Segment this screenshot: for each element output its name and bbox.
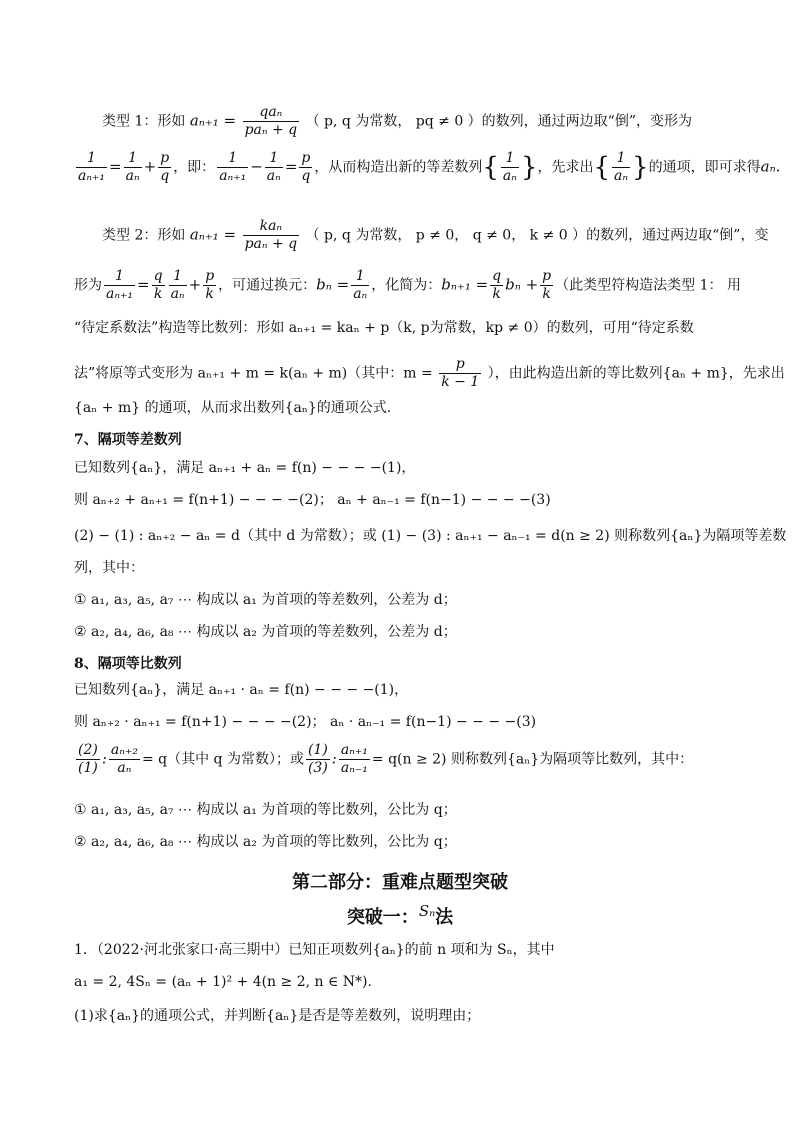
section7-l4: 列，其中： [74, 560, 144, 576]
section7-title: 7、隔项等差数列 [74, 432, 182, 448]
section7-l6: ② a₂, a₄, a₆, a₈ ⋯ 构成以 a₂ 为首项的等差数列，公差为 d； [74, 624, 457, 640]
section8-l2: 则 aₙ₊₂ · aₙ₊₁ = f(n+1) − − − −(2)； aₙ · aₙ₋₁ = f(n−1) − − − −(3) [74, 714, 537, 730]
section8-title: 8、隔项等比数列 [74, 656, 182, 672]
type2-line1: 类型 2：形如 aₙ₊₁ = $\frac{\text{kaₙ}}{\text{paₙ + q}}$ （ p, q 为常数， p ≠ 0， q ≠ 0， k ≠ 0 ）的数列，通过两边取“倒”，变 [102, 218, 769, 252]
type1-line1: 类型 1：形如 aₙ₊₁ = $\frac{\text{qaₙ}}{\text{paₙ + q}}$ （ p, q 为常数， pq ≠ 0 ）的数列，通过两边取“倒”，变形为 [102, 104, 692, 138]
problem1-l1: 1．（2022·河北张家口·高三期中）已知正项数列{aₙ}的前 n 项和为 Sₙ，其中 [74, 942, 555, 958]
section8-l5: ① a₁, a₃, a₅, a₇ ⋯ 构成以 a₁ 为首项的等比数列，公比为 q； [74, 802, 457, 818]
problem1-l2: a₁ = 2, 4Sₙ = (aₙ + 1)² + 4(n ≥ 2, n ∈ N*). [74, 974, 372, 990]
section8-l6: ② a₂, a₄, a₆, a₈ ⋯ 构成以 a₂ 为首项的等比数列，公比为 q； [74, 834, 457, 850]
type2-line3: “待定系数法”构造等比数列：形如 aₙ₊₁ = kaₙ + p（k, p为常数，kp ≠ 0）的数列，可用“待定系数 [74, 320, 694, 336]
section7-l5: ① a₁, a₃, a₅, a₇ ⋯ 构成以 a₁ 为首项的等差数列，公差为 d； [74, 592, 457, 608]
type2-line2: 形为 $\frac{1}{\text{aₙ₊₁}}$ = $\frac{q}{k}$ $\frac{1}{\text{aₙ}}$ + $\frac{p}{k}$ ，可通过换元：bₙ = $\frac{1}{\text{aₙ}}$ ，化简为：bₙ₊₁ = $\frac{q}{k}$ bₙ + $\frac{p}{k}$ （此类型符构造法类型 1： 用 [74, 268, 741, 302]
part2-subtitle: 突破一：$^{S_n}$法 [346, 902, 454, 928]
section8-l1: 已知数列{aₙ}，满足 aₙ₊₁ · aₙ = f(n) − − − −(1)， [74, 682, 409, 698]
type1-line2: $\frac{1}{\text{aₙ₊₁}}$ = $\frac{1}{\text{aₙ}}$ + $\frac{p}{q}$ ，即： $\frac{1}{\text{aₙ₊₁}}$ − $\frac{1}{\text{aₙ}}$ = $\frac{p}{q}$ ，从而构造出新的等差数列{ $\frac{1}{\text{aₙ}}$ }，先求出{ $\frac{1}{\text{aₙ}}$ }的通项，即可求得aₙ. [78, 150, 781, 184]
problem1-l3: (1)求{aₙ}的通项公式，并判断{aₙ}是否是等差数列，说明理由； [74, 1008, 481, 1024]
section8-l3: $\frac{(2)}{(1)}$ : $\frac{\text{aₙ₊₂}}{\text{aₙ}}$ = q（其中 q 为常数）；或 $\frac{(1)}{(3)}$ : $\frac{\text{aₙ₊₁}}{\text{aₙ₋₁}}$ = q(n ≥ 2) 则称数列{aₙ}为隔项等比数列，其中： [78, 742, 694, 776]
section7-l1: 已知数列{aₙ}，满足 aₙ₊₁ + aₙ = f(n) − − − −(1)， [74, 460, 416, 476]
type2-line4: 法”将原等式变形为 aₙ₊₁ + m = k(aₙ + m)（其中：m = $\frac{p}{k - 1}$ ），由此构造出新的等比数列{aₙ + m}，先求出 [74, 356, 785, 390]
section7-l3: (2) − (1) : aₙ₊₂ − aₙ = d（其中 d 为常数）；或 (1) − (3) : aₙ₊₁ − aₙ₋₁ = d(n ≥ 2) 则称数列{aₙ}为隔项等差数 [74, 528, 787, 544]
type2-line5: {aₙ + m} 的通项，从而求出数列{aₙ}的通项公式. [74, 400, 392, 416]
part2-title: 第二部分：重难点题型突破 [292, 872, 508, 893]
section7-l2: 则 aₙ₊₂ + aₙ₊₁ = f(n+1) − − − −(2)； aₙ + aₙ₋₁ = f(n−1) − − − −(3) [74, 492, 551, 508]
